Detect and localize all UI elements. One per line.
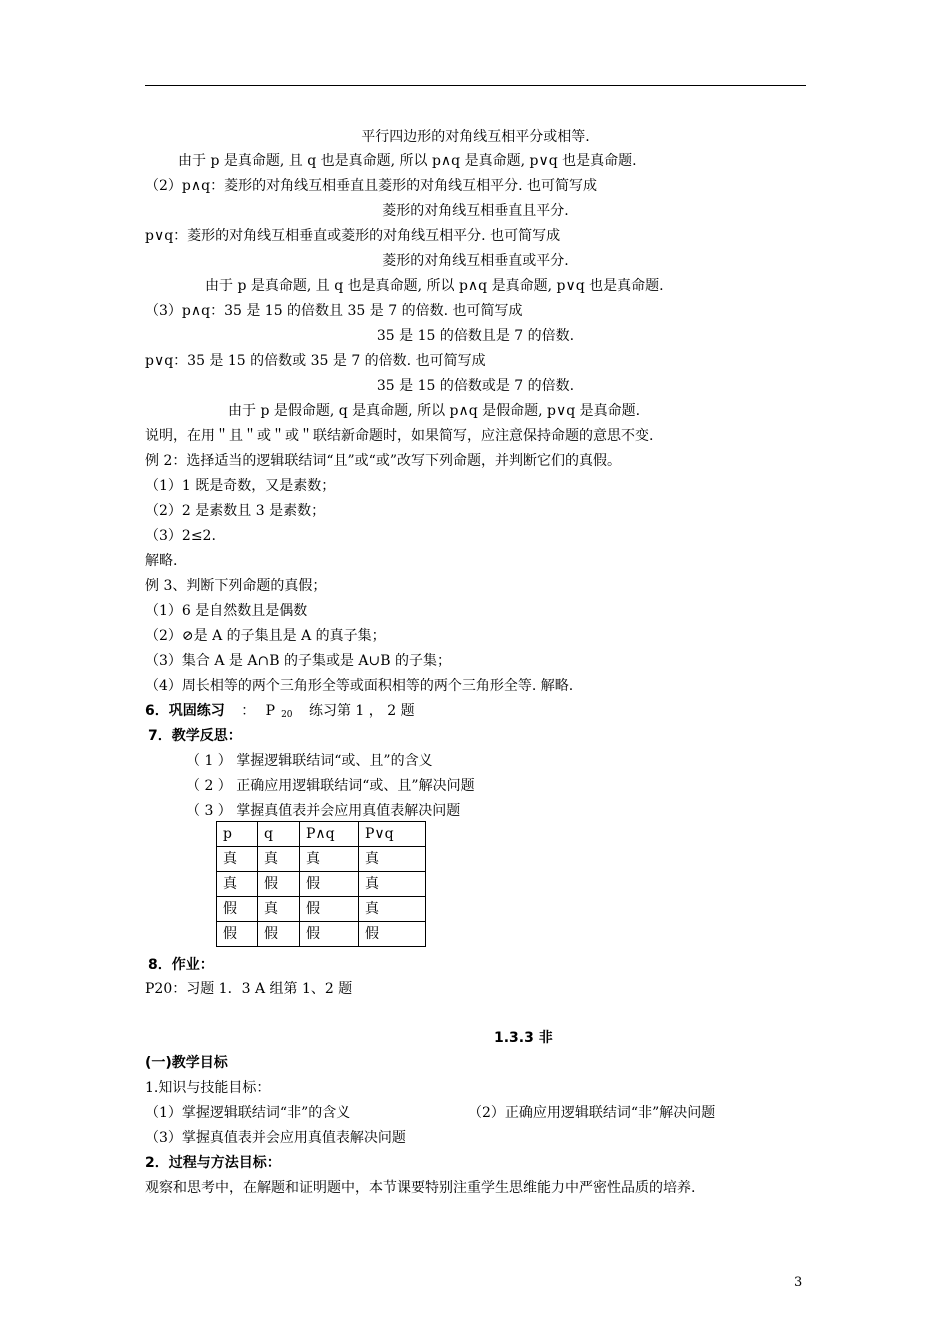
list-item: （ 3 ） 掌握真值表并会应用真值表解决问题: [186, 803, 461, 819]
text-line: （3）掌握真值表并会应用真值表解决问题: [145, 1130, 406, 1146]
text-line: （3）2≤2.: [145, 528, 216, 544]
list-item: （ 2 ） 正确应用逻辑联结词“或、且”解决问题: [186, 778, 475, 794]
text-line: 解略.: [145, 553, 178, 569]
text-line: （2）⊘是 A 的子集且是 A 的真子集；: [145, 628, 386, 644]
text-line: （1）6 是自然数且是偶数: [145, 603, 308, 619]
table-cell: 真: [217, 872, 258, 897]
page-ref-letter: P: [265, 703, 276, 719]
table-cell: 假: [258, 922, 300, 947]
section-heading: 7．教学反思：: [148, 728, 242, 744]
header-rule: [145, 85, 806, 86]
section-heading: (一)教学目标: [145, 1055, 228, 1071]
table-cell: 假: [217, 922, 258, 947]
section-heading: 8．作业：: [148, 957, 214, 973]
table-cell: 假: [217, 897, 258, 922]
table-cell: 真: [258, 847, 300, 872]
text-line: 35 是 15 的倍数且是 7 的倍数.: [376, 328, 575, 344]
section-heading: 6．巩固练习: [145, 703, 225, 719]
text-line: （1）掌握逻辑联结词“非”的含义: [145, 1105, 351, 1121]
page-number: 3: [794, 1275, 803, 1290]
table-cell: 假: [359, 922, 426, 947]
table-cell: 真: [359, 847, 426, 872]
truth-table: [216, 821, 426, 947]
section-heading: 2．过程与方法目标：: [145, 1155, 281, 1171]
text-line: 菱形的对角线互相垂直且平分.: [382, 203, 569, 219]
text-line: 1.知识与技能目标：: [145, 1080, 271, 1096]
table-cell: 假: [300, 872, 359, 897]
table-cell: 假: [300, 922, 359, 947]
text-line: （3）集合 A 是 A∩B 的子集或是 A∪B 的子集；: [145, 653, 451, 669]
list-item: （ 1 ） 掌握逻辑联结词“或、且”的含义: [186, 753, 433, 769]
table-cell: 真: [258, 897, 300, 922]
text-line: 平行四边形的对角线互相平分或相等.: [361, 129, 590, 145]
table-cell: 真: [359, 872, 426, 897]
text-line: （3）p∧q：35 是 15 的倍数且 35 是 7 的倍数. 也可简写成: [145, 303, 523, 319]
text-line: 菱形的对角线互相垂直或平分.: [382, 253, 569, 269]
table-header-cell: P∧q: [300, 822, 359, 847]
table-header-cell: q: [258, 822, 300, 847]
text-line: （1）1 既是奇数，又是素数；: [145, 478, 336, 494]
section-colon: ：: [241, 703, 256, 719]
text-line: （2）p∧q：菱形的对角线互相垂直且菱形的对角线互相平分. 也可简写成: [145, 178, 597, 194]
page-ref-subscript: 20: [281, 710, 293, 720]
text-line: p∨q：菱形的对角线互相垂直或菱形的对角线互相平分. 也可简写成: [145, 228, 561, 244]
text-line: 35 是 15 的倍数或是 7 的倍数.: [376, 378, 575, 394]
text-line: p∨q：35 是 15 的倍数或 35 是 7 的倍数. 也可简写成: [145, 353, 486, 369]
table-header-cell: p: [217, 822, 258, 847]
table-cell: 真: [217, 847, 258, 872]
table-row: [217, 922, 426, 947]
table-header-cell: P∨q: [359, 822, 426, 847]
table-cell: 假: [300, 897, 359, 922]
section-title: 1.3.3 非: [494, 1030, 553, 1046]
text-line: （4）周长相等的两个三角形全等或面积相等的两个三角形全等. 解略.: [145, 678, 574, 694]
text-line: 观察和思考中，在解题和证明题中，本节课要特别注重学生思维能力中严密性品质的培养.: [145, 1180, 696, 1196]
example-heading: 例 2：选择适当的逻辑联结词“且”或“或”改写下列命题，并判断它们的真假。: [145, 453, 621, 469]
table-cell: 假: [258, 872, 300, 897]
text-line: 由于 p 是真命题, 且 q 也是真命题, 所以 p∧q 是真命题, p∨q 也是真命题.: [205, 278, 664, 294]
table-cell: 真: [300, 847, 359, 872]
text-line: （2）2 是素数且 3 是素数；: [145, 503, 326, 519]
example-heading: 例 3、判断下列命题的真假；: [145, 578, 327, 594]
table-cell: 真: [359, 897, 426, 922]
text-line: 说明，在用＂且＂或＂或＂联结新命题时，如果简写，应注意保持命题的意思不变.: [145, 428, 654, 444]
text-line: 由于 p 是真命题, 且 q 也是真命题, 所以 p∧q 是真命题, p∨q 也是真命题.: [178, 153, 637, 169]
table-header-row: [217, 822, 426, 847]
table-row: [217, 897, 426, 922]
text-line: 由于 p 是假命题, q 是真命题, 所以 p∧q 是假命题, p∨q 是真命题.: [228, 403, 641, 419]
table-row: [217, 872, 426, 897]
homework-text: P20：习题 1．3 A 组第 1、2 题: [145, 981, 353, 997]
section-6: [145, 701, 415, 725]
text-line: （2）正确应用逻辑联结词“非”解决问题: [468, 1105, 716, 1121]
table-row: [217, 847, 426, 872]
exercise-ref: 练习第 1 ， 2 题: [308, 703, 415, 719]
